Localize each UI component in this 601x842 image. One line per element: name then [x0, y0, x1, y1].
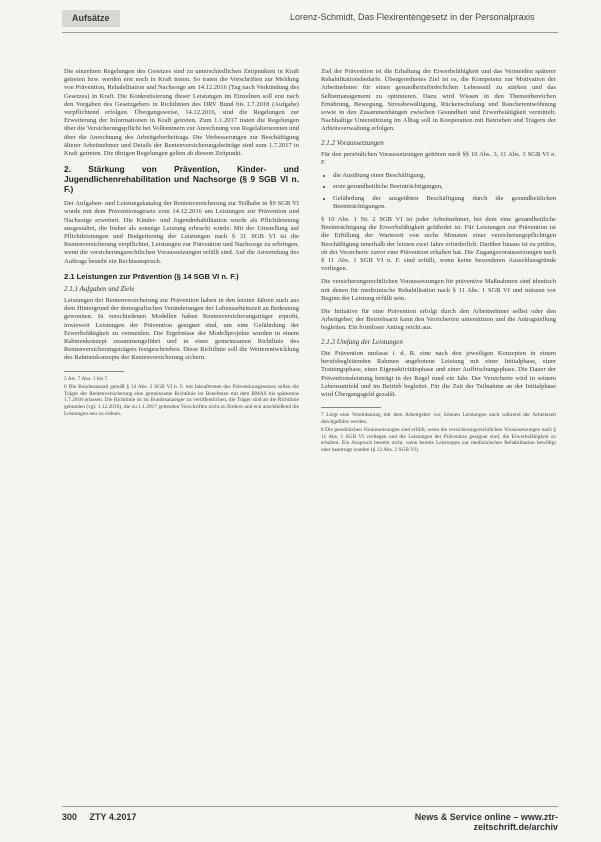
footnote: 5 Art. 7 Abs. 1 bis 7. [64, 375, 109, 382]
insurance-paragraph: Die versicherungsrechtlichen Voraussetzungen für präventive Maßnahmen sind identisch mit denen für medizinische Rehabilitation nach § 11 Abs. 1 SGB VI und müssen vor Beginn der Leistung erfüllt sein. [321, 278, 556, 302]
section-heading-2: 2. Stärkung von Prävention, Kinder- und Jugendlichenrehabilitation und Nachsorge (§ 9 SGB VI n. F.) [64, 164, 299, 195]
section-tag: Aufsätze [62, 10, 120, 27]
footnote: 8 Die persönlichen Voraussetzungen sind erfüllt, wenn die versicherungsrechtlichen Voraussetzungen nach § 11 Abs. 1 SGB VI vorliegen und die Leistungen der Prävention geeignet sind, die Erwerbsfähigkeit zu erhalten. Ein Anspruch besteht nicht, wenn bereits Leistungen zur medizinischen Rehabilitation bewilligt oder beantragt wurden (§ 12 Abs. 2 SGB VI). [321, 427, 556, 454]
requirements-intro: Für den persönlichen Voraussetzungen gehören nach §§ 10 Abs. 3, 11 Abs. 3 SGB VI n. F. [321, 150, 556, 167]
header-rule [62, 32, 558, 33]
left-column [64, 68, 299, 419]
footnote: 6 Die Bundesanstalt gemäß § 14 Abs. 2 SGB VI n. F. mit Inkrafttreten des Präventionsgesetzes sollen die Träger der Rentenversicherung eine gemeinsame Richtlinie im Benehmen mit dem BMAS bis spätestens 1.7.2018 erlassen. Die Richtlinie ist im Bundesanzeiger zu veröffentlichen, die Träger sind an die Richtlinie gebunden (vgl. 1.12.2016), die zu 1.1.2017 geltenden Vorschriften nicht zu fördern und erst anschließend die Leistungen neu zu ordnen. [64, 384, 299, 417]
footer-rule [62, 806, 558, 807]
footnote-rule [64, 371, 124, 372]
running-head: Lorenz-Schmidt, Das Flexirentengesetz in der Personalpraxis [290, 12, 535, 22]
subsection-heading-2-1: 2.1 Leistungen zur Prävention (§ 14 SGB VI n. F.) [64, 271, 239, 281]
footer-left [62, 812, 146, 822]
right-column [321, 68, 556, 456]
goals-paragraph: Ziel der Prävention ist die Erhaltung der Erwerbsfähigkeit und das Vermeiden späterer Rehabilitationsbedarfe. Übergeordnetes Ziel ist es, die Kompetenz zur Motivation der Arbeitnehmer für einen gesundheitsförderlichen Lebensstil zu stärken und das Selbstmanagement zu optimieren. Dazu wird Wissen in den Themenbereichen Ernährung, Bewegung, Stressbewältigung, Rückenschulung und Raucherentwöhnung sowie in den Zusammenhängen zwischen Gesundheit und Erwerbstätigkeit vermittelt. Nachhaltige Unterstützung im Alltag soll in Kooperation mit Betrieben und Trägern der Arbeitsverwaltung erfolgen. [321, 68, 556, 133]
journal-issue: ZTY 4.2017 [89, 812, 137, 822]
section-2-paragraph: Der Aufgaben- und Leistungskatalog der Rentenversicherung zur Teilhabe in §9 SGB VI wurde mit dem Präventionsgesetz vom 14.12.2016 um Leistungen zur Prävention und Nachsorge erweitert. Die Kinder- und Jugendrehabilitation wurde als Pflichtleistung ausgestaltet, die bisher als sonstige Leistung erbracht wurde. Mit der Umstellung auf Pflichtleistungen und Budgetierung der Leistungen nach § 31 SGB VI ist die Rentenversicherung verpflichtet, Leistungen zur Prävention und Nachsorge zu erbringen, wenn die versicherungsrechtlichen Voraussetzungen erfüllt sind. Auf die Anwendung des Auftrags besteht ein Rechtsanspruch. [64, 200, 299, 265]
scope-paragraph: Die Prävention umfasst i. d. R. eine nach den jeweiligen Konzepten in einem berufsbegleitenden Rahmen angebotene Leistung mit einer Initialphase, einer Trainingsphase, einer Eigenaktivitätsphase und einer Auffrischungsphase. Die Dauer der Präventionsleistung beträgt in der Regel rund ein Jahr. Der Versicherte wird in seinem Lebensumfeld und im Betrieb begleitet. Für die Zeit der Teilnahme an der Initialphase wird Übergangsgeld gezahlt. [321, 349, 556, 398]
list-item: • erste gesundheitliche Beeinträchtigungen, [333, 183, 556, 191]
intro-paragraph: Die einzelnen Regelungen des Gesetzes sind zu unterschiedlichen Zeitpunkten in Kraft getreten bzw. werden erst noch in Kraft treten. So traten die Vorschriften zur Meldung von Prävention, Rehabilitation und Nachsorge am 14.12.2016 (Tag nach Verkündung des Gesetzes) in Kraft. Die Konkretisierung dieser Leistungen im Einzelnen soll erst nach den Vorgaben des Gesetzgebers in Richtlinien des DRV Bund bis 1.7.2018 (Aufgabe) verpflichtend erfolgen. Übergangsweise, 14.12.2016, sind die Regelungen zur Erweiterung der Informationen in Kraft getreten. Zum 1.1.2017 traten die Regelungen über die Versicherungspflicht bei Vollrentnern zur Anrechnung von Regelaltersrenten und über die Anrechnung des Arbeitgeberbeitrags. Die Verbesserungen zur Beschäftigung älterer Arbeitnehmer und Details der Rentenversicherungsbeiträge sind zum 1.7.2017 in Kraft getreten. Die übrigen Regelungen gelten ab diesem Zeitpunkt. [64, 68, 299, 158]
footnote-rule [321, 407, 381, 408]
subsection-heading-2-1-1: 2.1.1 Aufgaben und Ziele [64, 284, 135, 293]
requirements-list [321, 172, 556, 211]
list-item: • die Ausübung einer Beschäftigung, [333, 172, 556, 180]
subsection-heading-2-1-2: 2.1.2 Voraussetzungen [321, 138, 384, 147]
requirements-paragraph: § 10 Abs. 1 Nr. 2 SGB VI ist jeder Arbeitnehmer, bei dem eine gesundheitliche Beeinträchtigung die Erwerbsfähigkeit gefährdet ist. Für Leistungen zur Prävention ist die Erfüllung der Wartezeit von sechs Monaten einer versicherungspflichtigen Beschäftigung innerhalb der letzten zwei Jahre erforderlich. Darüber hinaus ist zu prüfen, ob der Versicherte zuvor eine Prävention erhalten hat. Die Zugangsvoraussetzungen nach § 11 Abs. 1 SGB VI n. F. sind erfüllt, wenn keine besonderen Ausschlussgründe vorliegen. [321, 216, 556, 273]
page-number: 300 [62, 812, 78, 822]
footnote: 7 Liegt eine Vereinbarung mit dem Arbeitgeber vor, können Leistungen auch während der Arbeitszeit durchgeführt werden. [321, 412, 556, 425]
subsection-heading-2-1-3: 2.1.3 Umfang der Leistungen [321, 337, 403, 346]
initiative-paragraph: Die Initiative für eine Prävention erfolgt durch den Arbeitnehmer selbst oder den Arbeitgeber, der Betriebsarzt kann den Versicherten unterstützen und die Antragstellung begleiten. Ein formloser Antrag reicht aus. [321, 308, 556, 332]
footer-link[interactable]: News & Service online – www.ztr-zeitschrift.de/archiv [414, 812, 558, 832]
section-2-1-1-paragraph: Leistungen der Rentenversicherung zur Prävention haben in den letzten Jahren auch aus dem Hintergrund der demografischen Veränderungen der Lebensarbeitszeit an Bedeutung gewonnen. In verschiedenen Modellen haben Rentenversicherungsträger erprobt, inwieweit Leistungen der Prävention geeignet sind, um eine Gefährdung der Erwerbsfähigkeit zu vermeiden. Die Ergebnisse der Modellprojekte wurden in einem Rahmenkonzept zusammengeführt und in einer gemeinsamen Richtlinie des Rentenversicherungsträgers festgeschrieben. Diese Richtlinie soll die Weiterentwicklung des Rahmenkonzepts der Rentenversicherung sichern. [64, 297, 299, 362]
list-item: • Gefährdung der ausgeübten Beschäftigung durch die gesundheitlichen Beeinträchtigungen. [333, 195, 556, 211]
